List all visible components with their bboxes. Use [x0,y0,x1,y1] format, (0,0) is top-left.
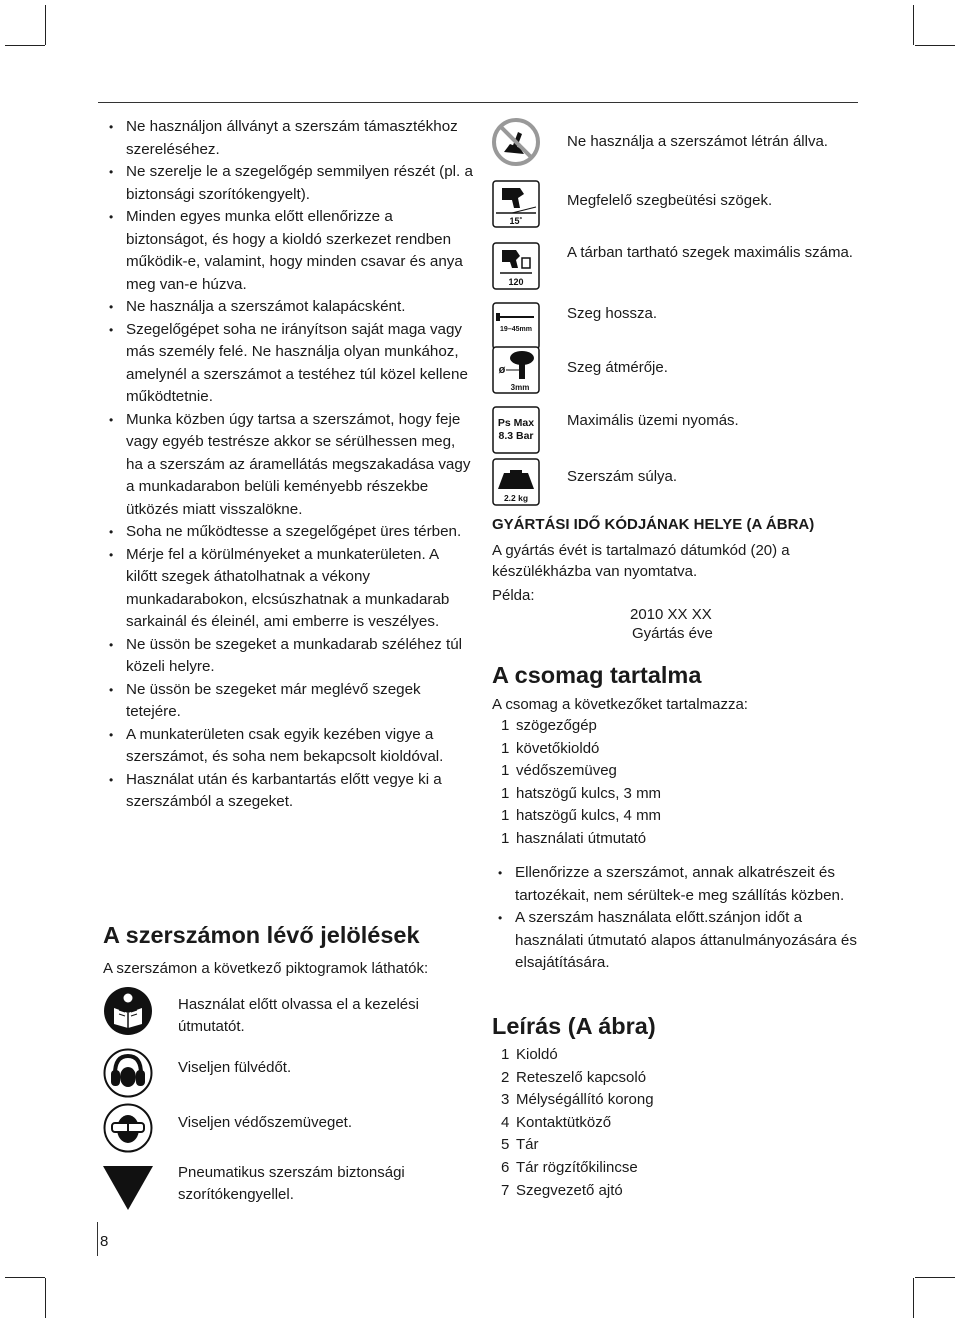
symbol-text: A tárban tartható szegek maximális száma. [567,244,853,261]
max-pressure-label-line1: Ps Max [497,417,535,429]
crop-mark [915,45,955,46]
list-item: • Soha ne működtesse a szegelőgépet üres térben. [103,521,473,544]
max-pressure-label-line2: 8.3 Bar [498,430,534,442]
left-column [103,116,473,814]
markings-heading: A szerszámon lévő jelölések [103,922,420,948]
list-item: • Ne használja a szerszámot kalapácsként. [103,296,473,319]
symbol-text: Szeg átmérője. [567,359,668,376]
symbol-text: Ne használja a szerszámot létrán állva. [567,133,828,150]
crop-mark [45,1278,46,1318]
symbol-text: Megfelelő szegbeütési szögek. [567,192,773,209]
pictogram-text: Használat előtt olvassa el a kezelési útmutatót. [178,996,419,1035]
tool-weight-icon [492,458,540,506]
list-item: • Szegelőgépet soha ne irányítson saját maga vagy más személy felé. Ne használja olyan munkához, amelynél a szerszámot a testéhez túl közel kellene működtetnie. [103,319,473,409]
list-item: • A szerszám használata előtt.szánjon időt a használati útmutató alapos áttanulmányozására és elsajátítására. [492,907,862,975]
example-label: Példa: [492,587,535,604]
pictogram-text: Viseljen védőszemüveget. [178,1114,352,1131]
list-item: • Ellenőrizze a szerszámot, annak alkatrészeit és tartozékait, nem sérültek-e meg szállítás közben. [492,862,862,907]
markings-intro: A szerszámon a következő piktogramok láthatók: [103,960,429,977]
list-item: • Munka közben úgy tartsa a szerszámot, hogy feje vagy egyéb testrésze akkor se sérülhessen meg, ha a szerszám az áramellátás megszakadása vagy a munkadarabon belüli keményebb részekbe ütközés miatt visszalökne. [103,409,473,522]
example-caption: Gyártás éve [632,625,713,642]
crop-mark [45,5,46,45]
header-rule [98,102,858,103]
list-item: • Ne szerelje le a szegelőgép semmilyen részét (pl. a biztonsági szorítókengyelt). [103,161,473,206]
list-item: 3 Mélységállító korong [501,1091,654,1109]
pictogram-text: Viseljen fülvédőt. [178,1059,292,1076]
safety-bullet-list [103,116,473,814]
date-code-heading: GYÁRTÁSI IDŐ KÓDJÁNAK HELYE (A ÁBRA) [492,516,815,533]
symbol-text: Szeg hossza. [567,305,658,322]
description-list [492,1044,862,1202]
list-item: 1 hatszögű kulcs, 4 mm [501,807,662,825]
list-item: • Ne használjon állványt a szerszám támasztékhoz szereléséhez. [103,116,473,161]
no-ladder-icon [492,118,540,166]
crop-mark [913,1278,914,1318]
date-code-section [492,515,862,645]
package-bullets [492,862,862,975]
crop-mark [913,5,914,45]
list-item: 7 Szegvezető ajtó [501,1181,623,1199]
date-code-text: A gyártás évét is tartalmazó dátumkód (20) a készülékházba van nyomtatva. [492,542,790,580]
list-item: • Ne üssön be szegeket már meglévő szegek tetejére. [103,679,473,724]
crop-mark [5,1277,45,1278]
symbol-list [492,118,862,503]
list-item: 6 Tár rögzítőkilincse [501,1158,638,1176]
list-item: • A munkaterületen csak egyik kezében vigye a szerszámot, és soha nem bekapcsolt kioldóval. [103,724,473,769]
list-item: • Használat után és karbantartás előtt vegye ki a szerszámból a szegeket. [103,769,473,814]
read-manual-icon [103,986,153,1036]
list-item: 1 szögezőgép [501,717,597,734]
list-item: • Minden egyes munka előtt ellenőrizze a biztonságot, és hogy a kioldó szerkezet rendben működik-e, valamint, hogy minden csavar és anya meg van-e húzva. [103,206,473,296]
nail-length-icon [492,302,540,350]
pictogram-list [103,986,473,1216]
left-margin-rule [97,1222,98,1256]
list-item: • Mérje fel a körülményeket a munkaterületen. A kilőtt szegek áthatolhatnak a vékony munkadarabokon, elcsúszhatnak a munkadarab sarkainál és éleinél, ami emberre is veszélyes. [103,544,473,634]
nail-length-label: 19–45mm [500,326,532,333]
page-number: 8 [100,1233,109,1250]
list-item: 1 követőkioldó [501,739,600,757]
nail-diameter-icon [492,346,540,394]
package-intro: A csomag a következőket tartalmazza: [492,696,748,713]
max-pressure-icon [492,406,540,454]
package-heading: A csomag tartalma [492,662,702,688]
nail-angle-icon [492,180,540,228]
list-item: 1 Kioldó [501,1046,558,1063]
nail-diameter-label: 3mm [510,383,530,392]
symbol-text: Maximális üzemi nyomás. [567,412,739,429]
nail-angle-label: 15˚ [509,216,523,226]
crop-mark [5,45,45,46]
crop-mark [915,1277,955,1278]
magazine-capacity-icon [492,242,540,290]
ear-protection-icon [103,1048,153,1098]
tool-weight-label: 2.2 kg [503,493,529,503]
package-list [492,715,862,851]
list-item: 5 Tár [501,1136,539,1154]
svg-text:ø: ø [498,364,506,376]
list-item: 1 használati útmutató [501,829,647,847]
description-heading: Leírás (A ábra) [492,1013,656,1039]
safety-triangle-icon [103,1164,153,1214]
pictogram-text: Pneumatikus szerszám biztonsági szorítókengyellel. [178,1164,405,1203]
list-item: • Ne üssön be szegeket a munkadarab széléhez túl közeli helyre. [103,634,473,679]
magazine-capacity-label: 120 [508,277,524,287]
example-code: 2010 XX XX [630,606,712,623]
list-item: 1 védőszemüveg [501,762,617,780]
list-item: 1 hatszögű kulcs, 3 mm [501,784,662,802]
list-item: 2 Reteszelő kapcsoló [501,1068,647,1086]
eye-protection-icon [103,1103,153,1153]
list-item: 4 Kontaktütköző [501,1113,612,1131]
symbol-text: Szerszám súlya. [567,468,678,485]
